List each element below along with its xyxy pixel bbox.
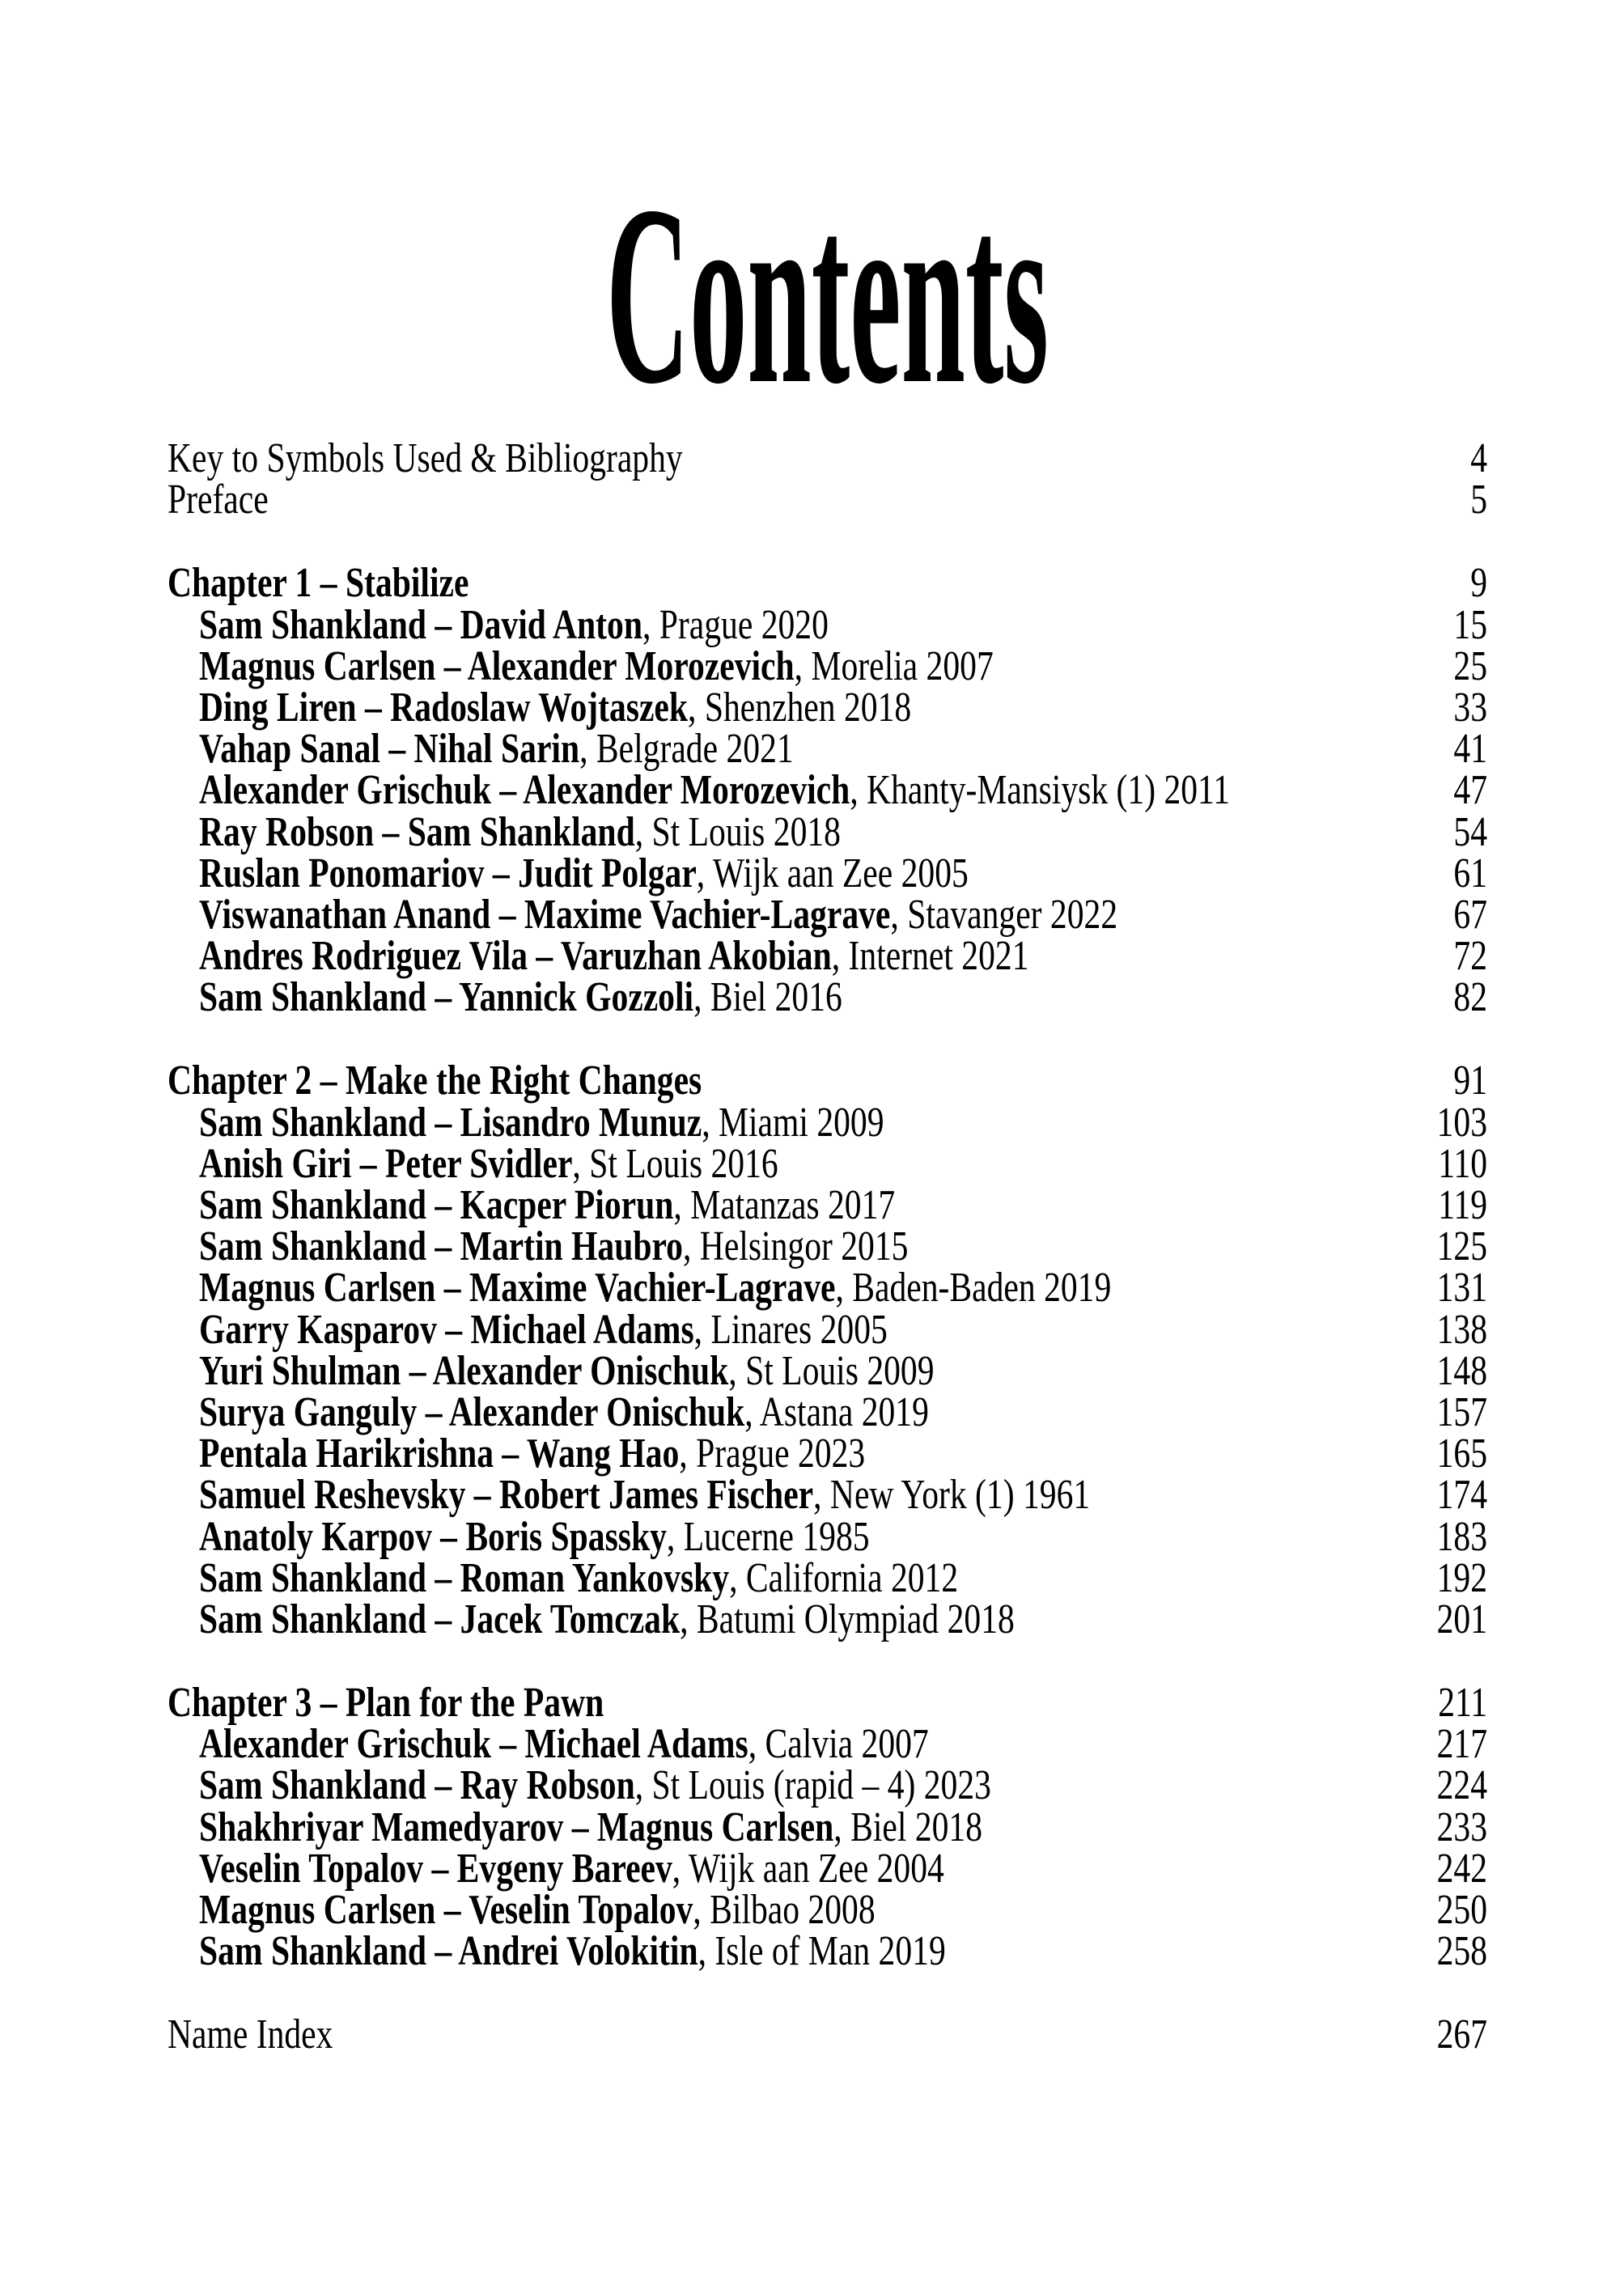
game-venue: Shenzhen 2018: [704, 684, 912, 731]
game-players: Ray Robson – Sam Shankland: [199, 808, 635, 855]
game-entry: [199, 808, 841, 855]
toc-entry-label: Preface: [167, 477, 269, 523]
players-venue-separator: ,: [794, 642, 812, 689]
game-page-number: 67: [1453, 891, 1487, 938]
game-players: Shakhriyar Mamedyarov – Magnus Carlsen: [199, 1803, 834, 1850]
game-players: Alexander Grischuk – Alexander Morozevich: [199, 767, 850, 814]
game-players: Ruslan Ponomariov – Judit Polgar: [199, 850, 697, 896]
toc-game-row: [167, 1928, 1487, 1975]
toc-game-row: [167, 1347, 1487, 1394]
game-entry: [199, 1889, 876, 1931]
game-venue: Miami 2009: [718, 1099, 884, 1146]
toc-game-row: [167, 684, 1487, 731]
game-players: Sam Shankland – Martin Haubro: [199, 1223, 683, 1270]
game-page-number: 250: [1436, 1887, 1487, 1933]
game-venue: Helsingor 2015: [699, 1223, 909, 1270]
game-venue: St Louis (rapid – 4) 2023: [651, 1762, 991, 1809]
game-page-number: 131: [1436, 1265, 1487, 1312]
toc-game-row: [167, 767, 1487, 814]
game-entry: [199, 1388, 929, 1435]
chapter-block: [167, 560, 1487, 1021]
players-venue-separator: ,: [642, 601, 659, 648]
game-players: Viswanathan Anand – Maxime Vachier-Lagrave: [199, 891, 891, 938]
game-venue: Astana 2019: [759, 1388, 929, 1435]
game-page-number: 15: [1453, 601, 1487, 648]
game-entry: [199, 1554, 959, 1601]
game-players: Ding Liren – Radoslaw Wojtaszek: [199, 684, 689, 731]
game-venue: St Louis 2016: [589, 1140, 778, 1187]
game-entry: [199, 1430, 866, 1477]
toc-game-row: [167, 1430, 1487, 1477]
toc-game-row: [167, 1223, 1487, 1270]
game-page-number: 72: [1453, 933, 1487, 980]
players-venue-separator: ,: [729, 1554, 746, 1601]
players-venue-separator: ,: [634, 808, 652, 855]
chapter-page-number: 211: [1438, 1680, 1487, 1727]
toc-game-row: [167, 891, 1487, 938]
toc-game-row: [167, 601, 1487, 648]
toc-game-row: [167, 1596, 1487, 1642]
players-venue-separator: ,: [890, 891, 908, 938]
game-players: Samuel Reshevsky – Robert James Fischer: [199, 1472, 814, 1519]
players-venue-separator: ,: [850, 767, 867, 814]
game-venue: Matanzas 2017: [690, 1182, 896, 1228]
game-page-number: 174: [1436, 1472, 1487, 1519]
game-players: Magnus Carlsen – Veselin Topalov: [199, 1887, 693, 1933]
chapter-page-number: 91: [1453, 1057, 1487, 1104]
game-page-number: 224: [1436, 1762, 1487, 1809]
game-entry: [199, 1803, 983, 1850]
game-page-number: 258: [1436, 1928, 1487, 1975]
game-entry: [199, 1721, 929, 1768]
game-venue: Wijk aan Zee 2005: [712, 850, 969, 896]
game-page-number: 192: [1436, 1554, 1487, 1601]
toc-row: [167, 477, 1487, 523]
chapter-title: Chapter 2 – Make the Right Changes: [167, 1057, 702, 1104]
game-venue: Morelia 2007: [811, 642, 994, 689]
game-players: Pentala Harikrishna – Wang Hao: [199, 1430, 680, 1477]
game-venue: Wijk aan Zee 2004: [688, 1845, 944, 1892]
page-title: Contents: [606, 153, 1049, 437]
toc-game-row: [167, 1721, 1487, 1768]
game-players: Andres Rodriguez Vila – Varuzhan Akobian: [199, 933, 832, 980]
back-matter-block: [167, 2011, 1487, 2058]
game-venue: Biel 2018: [850, 1803, 983, 1850]
chapter-title: Chapter 1 – Stabilize: [167, 560, 469, 607]
game-players: Yuri Shulman – Alexander Onischuk: [199, 1347, 729, 1394]
players-venue-separator: ,: [813, 1472, 830, 1519]
chapter-block: [167, 1680, 1487, 1975]
players-venue-separator: ,: [702, 1099, 719, 1146]
players-venue-separator: ,: [666, 1513, 684, 1560]
game-page-number: 233: [1436, 1803, 1487, 1850]
game-entry: [199, 1596, 1015, 1642]
game-players: Sam Shankland – Jacek Tomczak: [199, 1596, 681, 1642]
game-venue: St Louis 2018: [651, 808, 841, 855]
game-page-number: 201: [1436, 1596, 1487, 1642]
toc-game-row: [167, 1845, 1487, 1892]
toc-game-row: [167, 1388, 1487, 1435]
game-venue: New York (1) 1961: [829, 1472, 1091, 1519]
players-venue-separator: ,: [688, 684, 705, 731]
toc-game-row: [167, 1306, 1487, 1353]
game-players: Sam Shankland – David Anton: [199, 601, 642, 648]
game-page-number: 47: [1453, 767, 1487, 814]
game-entry: [199, 933, 1029, 980]
game-venue: Batumi Olympiad 2018: [696, 1596, 1015, 1642]
game-venue: Calvia 2007: [765, 1721, 929, 1768]
toc-game-row: [167, 808, 1487, 855]
game-entry: [199, 1306, 888, 1353]
players-venue-separator: ,: [748, 1721, 765, 1768]
players-venue-separator: ,: [693, 1887, 710, 1933]
game-venue: Internet 2021: [848, 933, 1029, 980]
game-venue: Biel 2016: [710, 974, 842, 1021]
game-players: Sam Shankland – Ray Robson: [199, 1762, 635, 1809]
toc-game-row: [167, 933, 1487, 980]
game-entry: [199, 1928, 946, 1975]
game-page-number: 54: [1453, 808, 1487, 855]
players-venue-separator: ,: [682, 1223, 700, 1270]
game-venue: Stavanger 2022: [907, 891, 1118, 938]
players-venue-separator: ,: [728, 1347, 746, 1394]
game-players: Veselin Topalov – Evgeny Bareev: [199, 1845, 672, 1892]
game-players: Sam Shankland – Kacper Piorun: [199, 1182, 674, 1228]
game-venue: Lucerne 1985: [683, 1513, 870, 1560]
toc-chapter-row: [167, 560, 1487, 607]
game-entry: [199, 1182, 896, 1228]
game-players: Alexander Grischuk – Michael Adams: [199, 1721, 748, 1768]
game-entry: [199, 726, 794, 773]
players-venue-separator: ,: [579, 726, 596, 773]
game-venue: Khanty-Mansiysk (1) 2011: [867, 767, 1231, 814]
toc-game-row: [167, 1554, 1487, 1601]
game-players: Vahap Sanal – Nihal Sarin: [199, 726, 580, 773]
players-venue-separator: ,: [833, 1803, 851, 1850]
game-players: Garry Kasparov – Michael Adams: [199, 1306, 694, 1353]
game-entry: [199, 1265, 1112, 1312]
game-players: Sam Shankland – Andrei Volokitin: [199, 1928, 698, 1975]
players-venue-separator: ,: [672, 1845, 689, 1892]
game-venue: St Louis 2009: [745, 1347, 935, 1394]
table-of-contents: [167, 435, 1487, 2058]
players-venue-separator: ,: [572, 1140, 590, 1187]
players-venue-separator: ,: [744, 1388, 760, 1435]
players-venue-separator: ,: [835, 1265, 853, 1312]
toc-page-number: 4: [1470, 435, 1487, 481]
players-venue-separator: ,: [673, 1182, 691, 1228]
game-entry: [199, 1140, 778, 1187]
game-entry: [199, 1347, 935, 1394]
toc-chapter-row: [167, 1680, 1487, 1727]
players-venue-separator: ,: [680, 1596, 697, 1642]
toc-entry-label: Key to Symbols Used & Bibliography: [167, 435, 683, 481]
game-entry: [199, 642, 994, 689]
game-page-number: 242: [1436, 1845, 1487, 1892]
game-players: Anish Giri – Peter Svidler: [199, 1140, 573, 1187]
toc-game-row: [167, 1762, 1487, 1809]
game-players: Magnus Carlsen – Alexander Morozevich: [199, 642, 795, 689]
game-venue: Prague 2020: [659, 601, 829, 648]
game-page-number: 103: [1436, 1099, 1487, 1146]
game-page-number: 165: [1436, 1430, 1487, 1477]
game-players: Surya Ganguly – Alexander Onischuk: [199, 1388, 745, 1435]
game-page-number: 157: [1436, 1388, 1487, 1435]
chapter-page-number: 9: [1470, 560, 1487, 607]
toc-entry-label: Name Index: [167, 2011, 333, 2058]
game-page-number: 217: [1436, 1721, 1487, 1768]
toc-game-row: [167, 974, 1487, 1021]
toc-chapter-row: [167, 1057, 1487, 1104]
game-entry: [199, 1472, 1091, 1519]
game-page-number: 82: [1453, 974, 1487, 1021]
toc-game-row: [167, 1265, 1487, 1312]
game-entry: [199, 1762, 991, 1809]
game-entry: [199, 684, 912, 731]
toc-row: [167, 435, 1487, 481]
toc-game-row: [167, 1803, 1487, 1850]
game-entry: [199, 974, 842, 1021]
game-page-number: 25: [1453, 642, 1487, 689]
game-venue: Prague 2023: [696, 1430, 866, 1477]
players-venue-separator: ,: [679, 1430, 697, 1477]
toc-game-row: [167, 1140, 1487, 1187]
game-players: Sam Shankland – Yannick Gozzoli: [199, 974, 694, 1021]
players-venue-separator: ,: [831, 933, 849, 980]
toc-page-number: 267: [1436, 2011, 1487, 2058]
game-page-number: 33: [1453, 684, 1487, 731]
chapter-title: Chapter 3 – Plan for the Pawn: [167, 1680, 604, 1727]
game-venue: California 2012: [745, 1554, 959, 1601]
game-entry: [199, 1099, 884, 1146]
toc-game-row: [167, 642, 1487, 689]
game-page-number: 61: [1453, 850, 1487, 896]
game-venue: Isle of Man 2019: [714, 1928, 946, 1975]
toc-game-row: [167, 850, 1487, 896]
game-players: Anatoly Karpov – Boris Spassky: [199, 1513, 667, 1560]
game-players: Sam Shankland – Lisandro Munuz: [199, 1099, 702, 1146]
game-entry: [199, 1845, 944, 1892]
chapter-block: [167, 1057, 1487, 1642]
game-page-number: 183: [1436, 1513, 1487, 1560]
game-entry: [199, 1513, 870, 1560]
game-entry: [199, 767, 1231, 814]
game-venue: Baden-Baden 2019: [852, 1265, 1112, 1312]
toc-game-row: [167, 1099, 1487, 1146]
game-entry: [199, 601, 829, 648]
toc-row: [167, 2011, 1487, 2058]
game-entry: [199, 850, 969, 896]
game-venue: Bilbao 2008: [710, 1887, 876, 1933]
players-venue-separator: ,: [693, 974, 710, 1021]
game-page-number: 110: [1438, 1140, 1487, 1187]
game-entry: [199, 891, 1118, 938]
game-page-number: 148: [1436, 1347, 1487, 1394]
game-entry: [199, 1223, 909, 1270]
toc-game-row: [167, 1182, 1487, 1228]
game-page-number: 138: [1436, 1306, 1487, 1353]
game-venue: Belgrade 2021: [596, 726, 794, 773]
players-venue-separator: ,: [696, 850, 713, 896]
toc-page-number: 5: [1470, 477, 1487, 523]
game-page-number: 41: [1453, 726, 1487, 773]
players-venue-separator: ,: [634, 1762, 652, 1809]
game-players: Sam Shankland – Roman Yankovsky: [199, 1554, 730, 1601]
toc-game-row: [167, 1513, 1487, 1560]
toc-game-row: [167, 726, 1487, 773]
game-page-number: 119: [1438, 1182, 1487, 1228]
players-venue-separator: ,: [698, 1928, 715, 1975]
game-page-number: 125: [1436, 1223, 1487, 1270]
game-venue: Linares 2005: [710, 1306, 888, 1353]
toc-game-row: [167, 1472, 1487, 1519]
game-players: Magnus Carlsen – Maxime Vachier-Lagrave: [199, 1265, 836, 1312]
players-venue-separator: ,: [693, 1306, 711, 1353]
toc-game-row: [167, 1889, 1487, 1931]
